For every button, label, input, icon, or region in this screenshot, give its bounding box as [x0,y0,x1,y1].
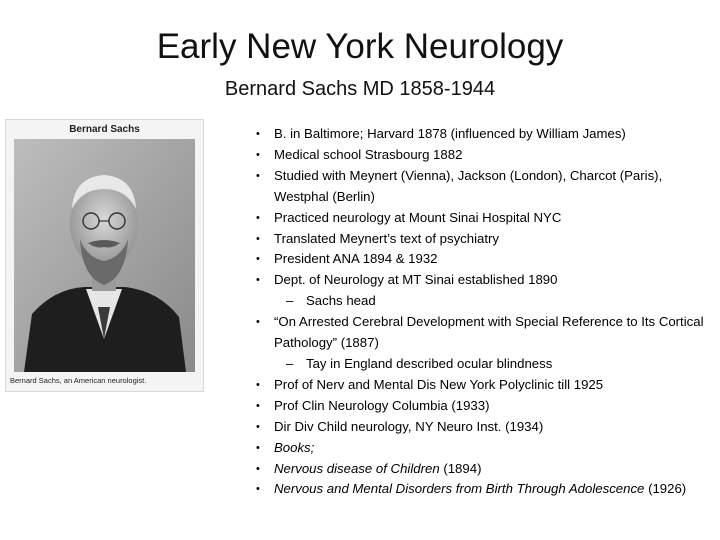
bullet-text: Translated Meynert’s text of psychiatry [274,230,500,246]
sub-list-item [274,354,708,375]
list-item [248,229,708,250]
bullet-icon: • [256,316,260,329]
list-item [248,208,708,229]
sub-list [274,291,708,312]
bullet-icon: • [256,462,260,475]
bullet-text: Books; [274,439,315,455]
sub-bullet-text: Tay in England described ocular blindness [306,355,553,371]
bullet-icon: • [256,253,260,266]
slide-title: Early New York Neurology [156,27,564,66]
list-item [248,479,708,500]
bullet-icon: • [256,441,260,454]
list-item [248,438,708,459]
sub-list-item [274,291,708,312]
portrait-caption: Bernard Sachs, an American neurologist. [10,376,147,385]
list-item [248,166,708,208]
bullet-icon: • [256,378,260,391]
bullet-text: “On Arrested Cerebral Development with Special Reference to Its Cortical Pathology” (1887) [274,314,704,351]
bullet-text: Practiced neurology at Mount Sinai Hospital NYC [274,209,562,225]
book-year: (1894) [439,460,482,476]
bullet-icon: • [256,483,260,496]
bullet-icon: • [256,399,260,412]
portrait-photo [14,139,195,372]
bullet-text: Medical school Strasbourg 1882 [274,146,463,162]
bullet-text: Studied with Meynert (Vienna), Jackson (London), Charcot (Paris), Westphal (Berlin) [274,167,663,204]
portrait-name-label: Bernard Sachs [69,124,140,135]
sub-bullet-text: Sachs head [306,293,376,309]
bullet-icon: • [256,232,260,245]
book-year: (1926) [644,481,687,497]
list-item [248,396,708,417]
bullet-icon: • [256,169,260,182]
bullet-icon: • [256,128,260,140]
bullet-text: Dept. of Neurology at MT Sinai established 1890 [274,272,558,288]
list-item [248,124,708,145]
sub-list [274,354,708,375]
bullet-text: Dir Div Child neurology, NY Neuro Inst. (1934) [274,418,544,434]
bullet-text: Prof Clin Neurology Columbia (1933) [274,397,490,413]
dash-icon: – [286,355,294,371]
list-item [248,459,708,480]
bullet-icon: • [256,274,260,287]
list-item [248,145,708,166]
list-item [248,417,708,438]
bullet-icon: • [256,211,260,224]
list-item [248,249,708,270]
bullet-list [248,124,708,500]
list-item [248,375,708,396]
slide-subtitle: Bernard Sachs MD 1858-1944 [224,78,496,100]
list-item [248,312,708,375]
bullet-text: President ANA 1894 & 1932 [274,251,438,267]
bullet-text: B. in Baltimore; Harvard 1878 (influenced by William James) [274,126,626,141]
bullet-icon: • [256,148,260,161]
dash-icon: – [286,293,294,309]
bullet-icon: • [256,420,260,433]
book-title: Nervous disease of Children [274,460,440,476]
list-item [248,270,708,312]
portrait-panel [5,119,204,392]
book-title: Nervous and Mental Disorders from Birth Through Adolescence [274,481,645,497]
bullet-text: Prof of Nerv and Mental Dis New York Polyclinic till 1925 [274,376,604,392]
